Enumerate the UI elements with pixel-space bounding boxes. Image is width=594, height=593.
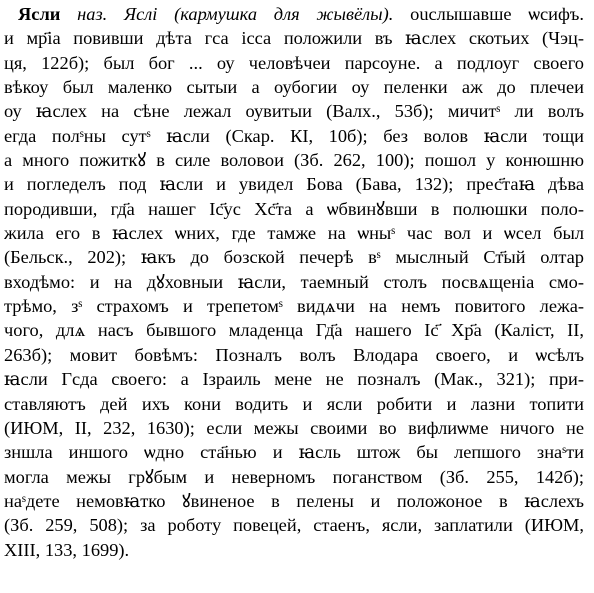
entry-line: (Зб. 259, 508); за роботу повецей, стаенъ, ясли, заплатили (ИЮМ, <box>4 515 584 536</box>
entry-line: (Бельск., 202); ꙗкъ до бозской печерѣ вˢ мыслный Ст҃ый олтар <box>4 247 584 268</box>
entry-text: ouслышавше ѡсифъ. <box>410 4 584 24</box>
entry-line: и погледелъ под ꙗсли и увидел Бова (Бава, 132); прес҃таꙗ дѣва <box>4 174 584 195</box>
gloss: наз. Яслі (кармушка для жывёлы). <box>77 4 394 24</box>
entry-line: оу ꙗслех на сѣне лежал оувитыи (Валх., 53б); мичитˢ ли волъ <box>4 101 584 122</box>
entry-line: егда полˢны сутˢ ꙗсли (Скар. КІ, 10б); без волов ꙗсли тощи <box>4 125 584 146</box>
entry-line: (ИЮМ, II, 232, 1630); если межы своими во вифлиѡме ничого не <box>4 417 584 438</box>
entry-line: могла межы грꙋбым и неверномъ поганством (Зб. 255, 142б); <box>4 466 584 487</box>
entry-line: XIII, 133, 1699). <box>4 539 130 560</box>
entry-line: зншла иншого ѡдно ста҃нью и ꙗсль штож бы лепшого знаˢти <box>4 442 584 463</box>
entry-line: жила его в ꙗслех ѡних, где тамже на ѡныˢ час вол и ѡсел был <box>4 223 584 244</box>
entry-line: ꙗсли Гсда своего: а Ізраиль мене не позналъ (Мак., 321); при- <box>4 369 584 390</box>
entry-line: а много пожиткꙋ в силе воловои (Зб. 262, 100); пошол у конюшню <box>4 150 584 171</box>
entry-line: трѣмо, зˢ страхомъ и трепетомˢ видѧчи на немъ повитого лежа- <box>4 296 584 317</box>
entry-line: чого, длѧ насъ бывшого младенца Гд҃а нашего Іс҃ Хр҃а (Каліст, II, <box>4 320 584 341</box>
entry-line: и мр҃іа повивши дѣта гса ісса положили въ ꙗслех скотьих (Чэц- <box>4 28 584 49</box>
entry-line: входѣмо: и на дꙋховныи ꙗсли, таемный столъ посвѧщеніа смо- <box>4 271 584 292</box>
headword: Ясли <box>18 4 61 24</box>
entry-line <box>4 2 584 26</box>
entry-line: ця, 122б); был бог ... оу человѣчеи парсоуне. а подлоуг своего <box>4 52 584 73</box>
entry-line: 263б); мовит бовѣмъ: Позналъ волъ Влодара своего, и ѡсѣлъ <box>4 344 584 365</box>
entry-line: вѣкоу был маленко сытыи а оубогии оу пеленки аж до плечеи <box>4 77 584 98</box>
entry-line: породивши, гд҃а нашег Іс҃ус Хс҃та а ѡбвинꙋвши в полюшки поло- <box>4 198 584 219</box>
entry-line: ставляютъ дей ихъ кони водить и ясли робити и лазни топити <box>4 393 584 414</box>
entry-line: наˢдете немовꙗтко ꙋвиненое в пелены и положоное в ꙗслехъ <box>4 490 584 511</box>
